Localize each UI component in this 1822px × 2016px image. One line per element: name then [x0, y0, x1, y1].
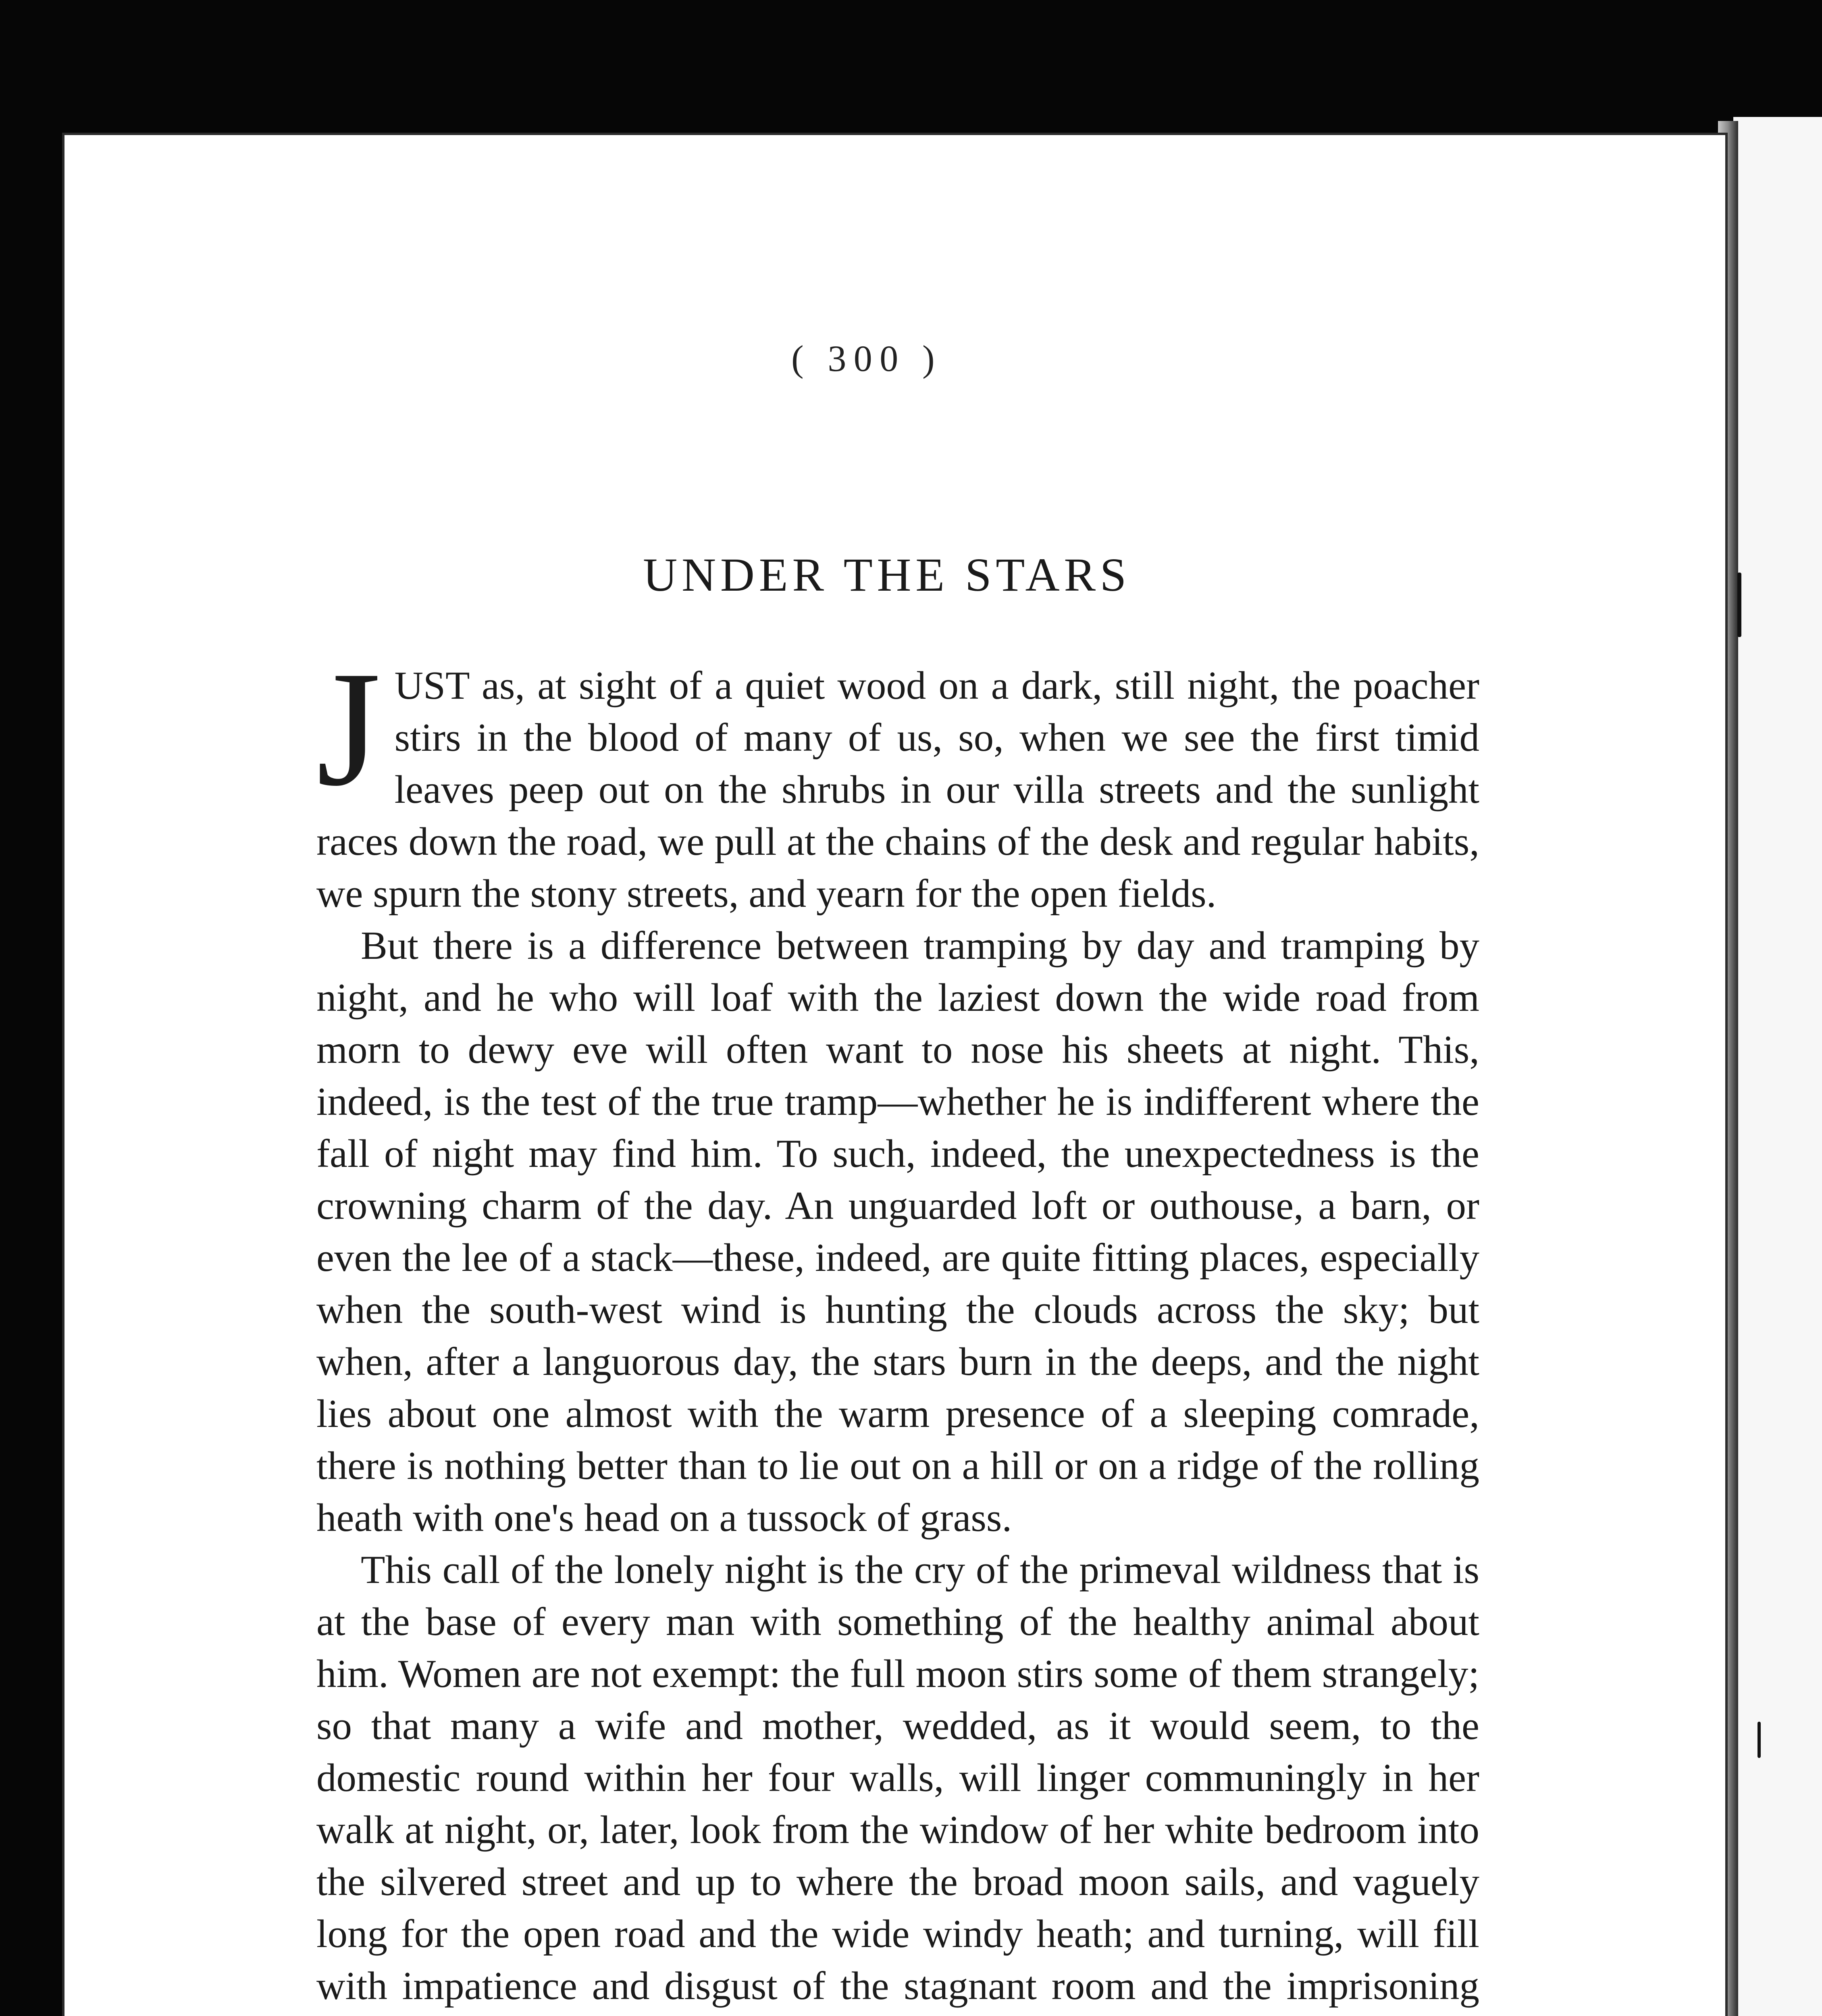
edge-mark [1758, 1722, 1761, 1758]
chapter-title: UNDER THE STARS [643, 548, 1131, 601]
page-number: ( 300 ) [791, 338, 942, 379]
paragraph-text: UST as, at sight of a quiet wood on a dark, still night, the poacher stirs in the blood of many of us, so, when we see the first timid leaves peep out on the shrubs in our villa streets and the sunlight races down the road, we pull at the chains of the desk and regular habits, we spurn the stony streets, and yearn for the open fields. [316, 664, 1479, 916]
paragraph: This call of the lonely night is the cry of the primeval wildness that is at the base of every man with something of the healthy animal about him. Women are not exempt: the full moon stirs some of them strangely; so that many a wife and mother, wedded, as it would seem, to the domestic round within her four walls, will linger communingly in her walk at night, or, later, look from the window of her white bedroom into the silvered street and up to where the broad moon sails, and vaguely long for the open road and the wide windy heath; and turning, will fill with impatience and disgust of the stagnant room and the imprisoning [316, 1548, 1479, 2008]
adjacent-page-edge [1733, 117, 1822, 2016]
paragraph: But there is a difference between tramping by day and tramping by night, and he who will loaf with the laziest down the wide road from morn to dewy eve will often want to nose his sheets at night. This, indeed, is the test of the true tramp—whether he is indifferent where the fall of night may find him. To such, indeed, the unexpectedness is the crowning charm of the day. An unguarded loft or outhouse, a barn, or even the lee of a stack—these, indeed, are quite fitting places, especially when the south-west wind is hunting the clouds across the sky; but when, after a languorous day, the stars burn in the deeps, and the night lies about one almost with the warm presence of a sleeping comrade, there is nothing better than to lie out on a hill or on a ridge of the rolling heath with one's head on a tussock of grass. [316, 924, 1479, 1540]
paragraph [316, 637, 1479, 920]
drop-cap: J [316, 637, 381, 820]
body-text [316, 637, 1479, 2016]
